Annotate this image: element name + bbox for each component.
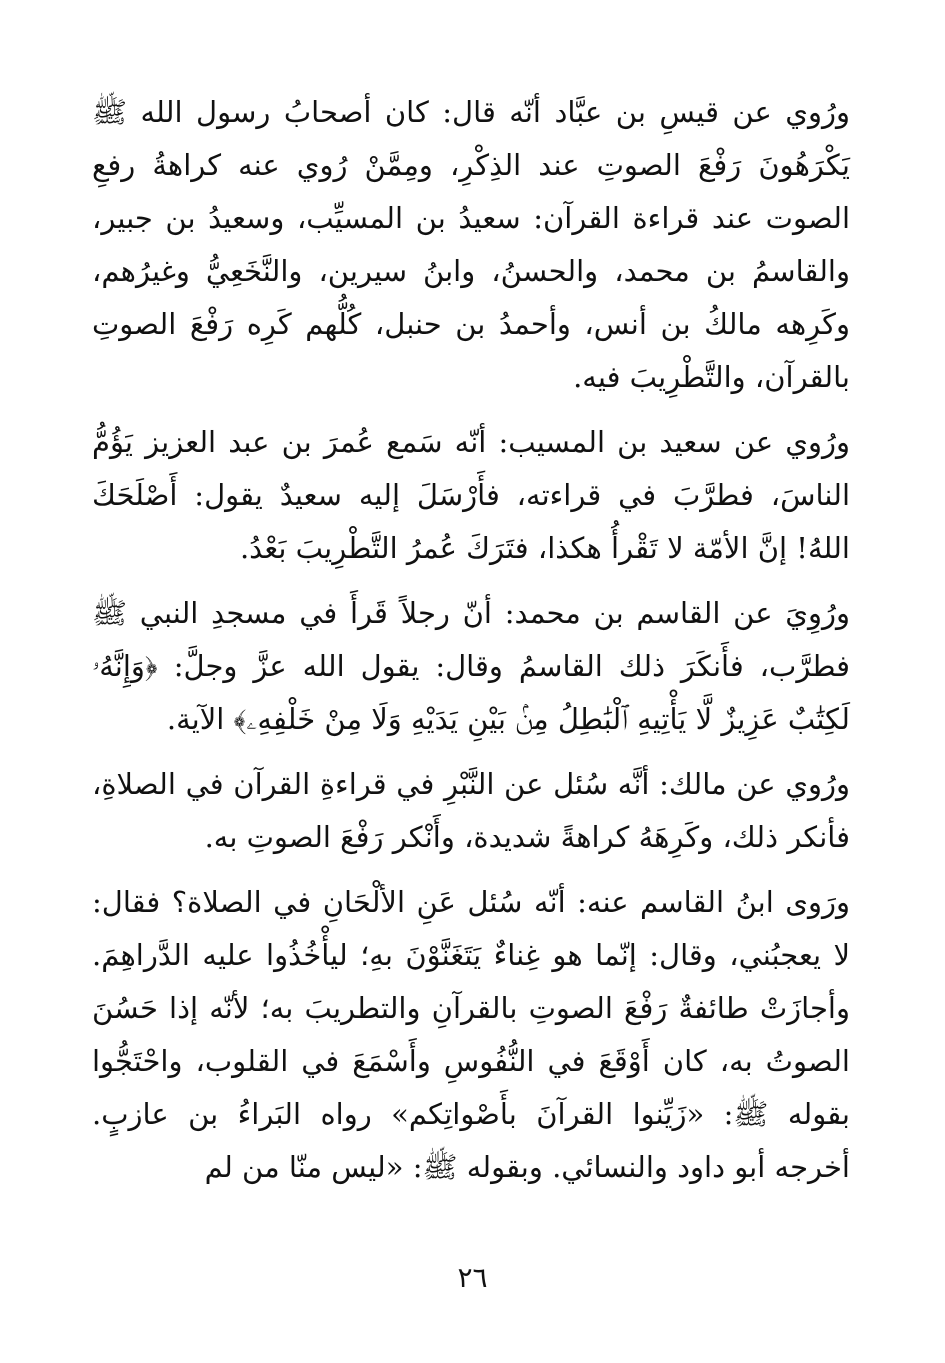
page-body [92,86,850,1336]
page-number: ٢٦ [457,1261,488,1294]
paragraph-qays: ورُوي عن قيسِ بن عبَّاد أنّه قال: كان أصحابُ رسول الله ﷺ يَكْرَهُونَ رَفْعَ الصوتِ عند الذِكْرِ، ومِمَّنْ رُوي عنه كراهةُ رفعِ الصوت عند قراءة القرآن: سعيدُ بن المسيِّب، وسعيدُ بن جبير، والقاسمُ بن محمد، والحسنُ، وابنُ سيرين، والنَّخَعِيُّ وغيرُهم، وكَرِهه مالكُ بن أنس، وأحمدُ بن حنبل، كُلُّهم كَرِه رَفْعَ الصوتِ بالقرآن، والتَّطْرِيبَ فيه. [92,95,850,394]
paragraph-ibn-al-qasim: ورَوى ابنُ القاسم عنه: أنّه سُئل عَنِ الألْحَانِ في الصلاة؟ فقال: لا يعجبُني، وقال: إنّما هو غِناءٌ يَتَغَنَّوْنَ بهِ؛ ليأْخُذُوا عليه الدَّراهِمَ. وأجازَتْ طائفةٌ رَفْعَ الصوتِ بالقرآنِ والتطريبَ به؛ لأنّه إذا حَسُنَ الصوتُ به، كان أَوْقَعَ في النُّفُوسِ وأَسْمَعَ في القلوب، واحْتَجُّوا بقوله ﷺ: «زَيِّنوا القرآنَ بأَصْواتِكم» رواه البَراءُ بن عازبٍ. أخرجه أبو داود والنسائي. وبقوله ﷺ: «ليس منّا من لم [92,885,850,1184]
paragraph-malik: ورُوي عن مالك: أنَّه سُئل عن النَّبْرِ في قراءةِ القرآن في الصلاةِ، فأنكر ذلك، وكَرِهَهُ كراهةً شديدة، وأَنْكر رَفْعَ الصوتِ به. [92,767,850,854]
paragraph-said-bin-musayyib: ورُوي عن سعيد بن المسيب: أنّه سَمع عُمرَ بن عبد العزيز يَؤُمُّ الناسَ، فطرَّبَ في قراءته، فأَرْسَلَ إليه سعيدٌ يقول: أَصْلَحَكَ اللهُ! إنَّ الأمّة لا تَقْرأُ هكذا، فتَرَكَ عُمرُ التَّطْرِيبَ بَعْدُ. [92,425,850,565]
paragraph-qasim-bin-muhammad: ورُوِيَ عن القاسم بن محمد: أنّ رجلاً قَرأَ في مسجدِ النبي ﷺ فطرَّب، فأَنكَرَ ذلك القاسمُ وقال: يقول الله عزَّ وجلَّ: ﴿وَإِنَّهُۥ لَكِتَٰبٌ عَزِيزٌ لَّا يَأْتِيهِ ٱلْبَٰطِلُ مِنۢ بَيْنِ يَدَيْهِ وَلَا مِنْ خَلْفِهِۦ﴾ الآية. [92,596,850,736]
